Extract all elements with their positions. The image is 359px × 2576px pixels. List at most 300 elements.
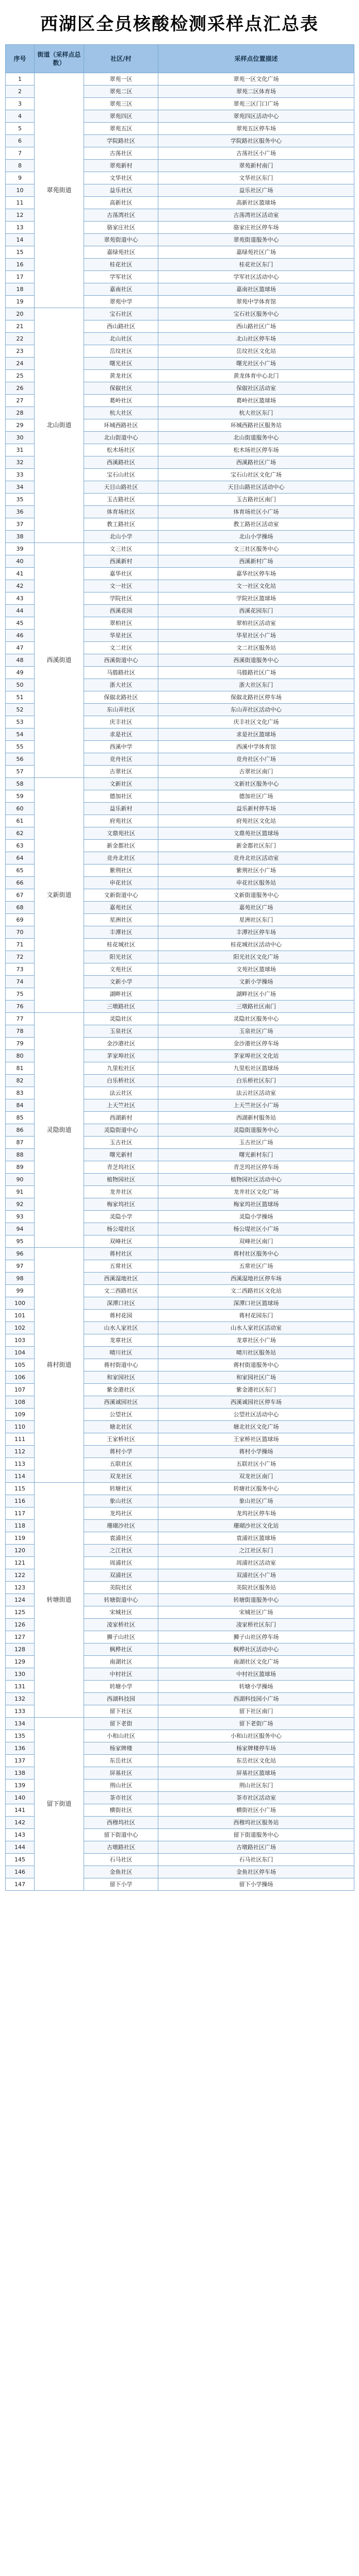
row-number: 72	[6, 951, 35, 963]
community-name: 北山社区	[84, 333, 158, 345]
row-number: 7	[6, 147, 35, 160]
community-name: 留下社区	[84, 1705, 158, 1718]
community-name: 德加社区	[84, 790, 158, 803]
site-description: 袁浦社区篮球场	[158, 1532, 354, 1545]
row-number: 83	[6, 1087, 35, 1099]
community-name: 灵隐社区	[84, 1013, 158, 1025]
community-name: 双峰社区	[84, 1235, 158, 1248]
site-description: 文三社区服务中心	[158, 543, 354, 555]
community-name: 翠苑新村	[84, 160, 158, 172]
table-row	[6, 73, 354, 86]
community-name: 西湖科技园	[84, 1693, 158, 1705]
community-name: 古荡社区	[84, 147, 158, 160]
row-number: 33	[6, 469, 35, 481]
row-number: 79	[6, 1038, 35, 1050]
site-description: 玉古路社区南门	[158, 494, 354, 506]
community-name: 小和山社区	[84, 1730, 158, 1742]
row-number: 1	[6, 73, 35, 86]
site-description: 珊瑚沙社区文化站	[158, 1520, 354, 1532]
community-name: 留下小学	[84, 1878, 158, 1891]
community-name: 文二西路社区	[84, 1285, 158, 1297]
site-description: 双龙社区南门	[158, 1470, 354, 1483]
community-name: 宋城社区	[84, 1606, 158, 1619]
community-name: 华星社区	[84, 630, 158, 642]
site-description: 蒋村社区服务中心	[158, 1248, 354, 1260]
site-description: 文华社区东门	[158, 172, 354, 184]
community-name: 曙光社区	[84, 358, 158, 370]
table-row	[6, 1483, 354, 1495]
street-name: 西溪街道	[35, 543, 84, 778]
row-number: 3	[6, 98, 35, 110]
community-name: 学军社区	[84, 271, 158, 283]
community-name: 东岳社区	[84, 1755, 158, 1767]
header-community: 社区/村	[84, 45, 158, 73]
community-name: 文新街道中心	[84, 889, 158, 902]
site-description: 玉古社区广场	[158, 1137, 354, 1149]
community-name: 留下老街	[84, 1718, 158, 1730]
site-description: 申花社区服务站	[158, 877, 354, 889]
community-name: 湖畔社区	[84, 988, 158, 1001]
row-number: 104	[6, 1347, 35, 1359]
site-description: 青芝坞社区停车场	[158, 1161, 354, 1174]
site-description: 横街社区小广场	[158, 1804, 354, 1817]
community-name: 五常社区	[84, 1260, 158, 1273]
community-name: 古翠社区	[84, 766, 158, 778]
site-description: 府苑社区文化站	[158, 815, 354, 827]
row-number: 120	[6, 1545, 35, 1557]
row-number: 78	[6, 1025, 35, 1038]
site-description: 周浦社区活动室	[158, 1557, 354, 1569]
street-name: 灵隐街道	[35, 1013, 84, 1248]
site-description: 星洲社区东门	[158, 914, 354, 926]
community-name: 玉古社区	[84, 1137, 158, 1149]
site-description: 翠苑中学体育馆	[158, 296, 354, 308]
row-number: 77	[6, 1013, 35, 1025]
community-name: 嘉绿苑社区	[84, 246, 158, 259]
site-description: 塘北社区文化广场	[158, 1421, 354, 1433]
community-name: 求是社区	[84, 728, 158, 741]
row-number: 53	[6, 716, 35, 728]
site-description: 嘉苑社区广场	[158, 902, 354, 914]
row-number: 112	[6, 1446, 35, 1458]
site-description: 茶市社区活动室	[158, 1792, 354, 1804]
site-description: 西溪诚园社区停车场	[158, 1396, 354, 1409]
community-name: 西溪湿地社区	[84, 1273, 158, 1285]
row-number: 26	[6, 382, 35, 395]
row-number: 61	[6, 815, 35, 827]
site-description: 文新小学操场	[158, 976, 354, 988]
site-description: 德加社区广场	[158, 790, 354, 803]
site-description: 双峰社区南门	[158, 1235, 354, 1248]
site-description: 屏基社区篮球场	[158, 1767, 354, 1780]
community-name: 石马社区	[84, 1854, 158, 1866]
table-row	[6, 308, 354, 320]
community-name: 南湖社区	[84, 1656, 158, 1668]
row-number: 146	[6, 1866, 35, 1878]
row-number: 5	[6, 123, 35, 135]
row-number: 108	[6, 1396, 35, 1409]
community-name: 蒋村小学	[84, 1446, 158, 1458]
site-description: 留下街道服务中心	[158, 1829, 354, 1841]
row-number: 80	[6, 1050, 35, 1062]
site-description: 双浦社区小广场	[158, 1569, 354, 1582]
site-description: 法云社区活动室	[158, 1087, 354, 1099]
row-number: 4	[6, 110, 35, 123]
community-name: 星洲社区	[84, 914, 158, 926]
community-name: 晴川社区	[84, 1347, 158, 1359]
community-name: 翠苑二区	[84, 86, 158, 98]
community-name: 屏基社区	[84, 1767, 158, 1780]
community-name: 文一社区	[84, 580, 158, 592]
community-name: 五联社区	[84, 1458, 158, 1470]
row-number: 132	[6, 1693, 35, 1705]
row-number: 14	[6, 234, 35, 246]
community-name: 西溪花园	[84, 605, 158, 617]
site-description: 岳坟社区文化站	[158, 345, 354, 358]
community-name: 双浦社区	[84, 1569, 158, 1582]
site-description: 古墩路社区广场	[158, 1841, 354, 1854]
site-description: 金沙港社区停车场	[158, 1038, 354, 1050]
community-name: 桂花城社区	[84, 939, 158, 951]
community-name: 西穆坞社区	[84, 1817, 158, 1829]
site-description: 五常社区广场	[158, 1260, 354, 1273]
community-name: 马塍路社区	[84, 667, 158, 679]
site-description: 西湖科技园小广场	[158, 1693, 354, 1705]
community-name: 杨公堤社区	[84, 1223, 158, 1235]
row-number: 59	[6, 790, 35, 803]
row-number: 118	[6, 1520, 35, 1532]
site-description: 深潭口社区篮球场	[158, 1297, 354, 1310]
row-number: 117	[6, 1507, 35, 1520]
row-number: 31	[6, 444, 35, 456]
community-name: 公望社区	[84, 1409, 158, 1421]
row-number: 95	[6, 1235, 35, 1248]
site-description: 教工路社区活动室	[158, 518, 354, 531]
row-number: 42	[6, 580, 35, 592]
row-number: 34	[6, 481, 35, 494]
site-description: 西穆坞社区服务站	[158, 1817, 354, 1829]
site-description: 松木场社区停车场	[158, 444, 354, 456]
community-name: 转塘社区	[84, 1483, 158, 1495]
row-number: 16	[6, 259, 35, 271]
site-description: 翠柏社区活动室	[158, 617, 354, 630]
site-description: 留下小学操场	[158, 1878, 354, 1891]
site-description: 宝石社区服务中心	[158, 308, 354, 320]
row-number: 45	[6, 617, 35, 630]
site-description: 学军社区活动中心	[158, 271, 354, 283]
row-number: 35	[6, 494, 35, 506]
site-description: 新金都社区东门	[158, 840, 354, 852]
community-name: 松木场社区	[84, 444, 158, 456]
community-name: 竞舟社区	[84, 753, 158, 766]
row-number: 68	[6, 902, 35, 914]
row-number: 76	[6, 1001, 35, 1013]
site-description: 浙大社区东门	[158, 679, 354, 691]
site-description: 西湖新村服务站	[158, 1112, 354, 1124]
community-name: 东山弄社区	[84, 704, 158, 716]
site-description: 体育场社区小广场	[158, 506, 354, 518]
community-name: 翠苑一区	[84, 73, 158, 86]
row-number: 143	[6, 1829, 35, 1841]
site-description: 玉泉社区广场	[158, 1025, 354, 1038]
site-description: 桂花社区东门	[158, 259, 354, 271]
site-description: 天目山路社区活动中心	[158, 481, 354, 494]
site-description: 嘉华社区停车场	[158, 568, 354, 580]
site-description: 东岳社区文化站	[158, 1755, 354, 1767]
community-name: 保俶社区	[84, 382, 158, 395]
site-description: 留下老街广场	[158, 1718, 354, 1730]
community-name: 益乐新村	[84, 803, 158, 815]
community-name: 浙大社区	[84, 679, 158, 691]
community-name: 龙章社区	[84, 1334, 158, 1347]
site-description: 杨公堤社区小广场	[158, 1223, 354, 1235]
row-number: 19	[6, 296, 35, 308]
table-header-row	[6, 45, 354, 73]
site-description: 转塘社区服务中心	[158, 1483, 354, 1495]
site-description: 竞舟北社区活动室	[158, 852, 354, 865]
site-description: 华星社区小广场	[158, 630, 354, 642]
community-name: 古荡湾社区	[84, 209, 158, 222]
site-description: 保俶北路社区停车场	[158, 691, 354, 704]
row-number: 12	[6, 209, 35, 222]
site-description: 西溪湿地社区停车场	[158, 1273, 354, 1285]
row-number: 50	[6, 679, 35, 691]
community-name: 西溪街道中心	[84, 654, 158, 667]
row-number: 65	[6, 865, 35, 877]
site-description: 翠苑三区门口广场	[158, 98, 354, 110]
row-number: 126	[6, 1619, 35, 1631]
row-number: 58	[6, 778, 35, 790]
community-name: 宝石山社区	[84, 469, 158, 481]
site-description: 狮子山社区停车场	[158, 1631, 354, 1643]
table-row	[6, 1248, 354, 1260]
table-row	[6, 543, 354, 555]
site-description: 学院社区篮球场	[158, 592, 354, 605]
site-description: 文二社区服务站	[158, 642, 354, 654]
site-description: 丰潭社区停车场	[158, 926, 354, 939]
row-number: 13	[6, 222, 35, 234]
community-name: 灵隐街道中心	[84, 1124, 158, 1137]
community-name: 美院社区	[84, 1582, 158, 1594]
community-name: 周浦社区	[84, 1557, 158, 1569]
row-number: 22	[6, 333, 35, 345]
site-description: 庆丰社区文化广场	[158, 716, 354, 728]
row-number: 125	[6, 1606, 35, 1619]
community-name: 象山社区	[84, 1495, 158, 1507]
row-number: 109	[6, 1409, 35, 1421]
community-name: 新金都社区	[84, 840, 158, 852]
community-name: 教工路社区	[84, 518, 158, 531]
community-name: 龙井社区	[84, 1186, 158, 1198]
community-name: 枫桦社区	[84, 1643, 158, 1656]
row-number: 46	[6, 630, 35, 642]
community-name: 翠苑四区	[84, 110, 158, 123]
site-description: 龙井社区文化广场	[158, 1186, 354, 1198]
row-number: 54	[6, 728, 35, 741]
community-name: 益乐社区	[84, 184, 158, 197]
row-number: 110	[6, 1421, 35, 1433]
site-description: 高新社区篮球场	[158, 197, 354, 209]
row-number: 86	[6, 1124, 35, 1137]
row-number: 98	[6, 1273, 35, 1285]
row-number: 10	[6, 184, 35, 197]
row-number: 121	[6, 1557, 35, 1569]
site-description: 和家园社区广场	[158, 1371, 354, 1384]
row-number: 145	[6, 1854, 35, 1866]
site-description: 紫金港社区东门	[158, 1384, 354, 1396]
row-number: 23	[6, 345, 35, 358]
row-number: 17	[6, 271, 35, 283]
community-name: 深潭口社区	[84, 1297, 158, 1310]
site-description: 紫荆社区小广场	[158, 865, 354, 877]
row-number: 81	[6, 1062, 35, 1075]
community-name: 西溪诚园社区	[84, 1396, 158, 1409]
community-name: 茅家埠社区	[84, 1050, 158, 1062]
site-description: 保俶社区活动室	[158, 382, 354, 395]
community-name: 天目山路社区	[84, 481, 158, 494]
row-number: 111	[6, 1433, 35, 1446]
street-name: 蒋村街道	[35, 1248, 84, 1483]
site-description: 三墩路社区南门	[158, 1001, 354, 1013]
row-number: 28	[6, 407, 35, 419]
row-number: 139	[6, 1780, 35, 1792]
row-number: 93	[6, 1211, 35, 1223]
site-description: 阳光社区文化广场	[158, 951, 354, 963]
row-number: 97	[6, 1260, 35, 1273]
community-name: 岳坟社区	[84, 345, 158, 358]
community-name: 黄龙社区	[84, 370, 158, 382]
row-number: 130	[6, 1668, 35, 1681]
site-description: 文二西路社区文化站	[158, 1285, 354, 1297]
site-description: 五联社区小广场	[158, 1458, 354, 1470]
site-description: 茅家埠社区文化站	[158, 1050, 354, 1062]
site-description: 湖畔社区小广场	[158, 988, 354, 1001]
row-number: 62	[6, 827, 35, 840]
row-number: 115	[6, 1483, 35, 1495]
site-description: 白乐桥社区东门	[158, 1075, 354, 1087]
row-number: 128	[6, 1643, 35, 1656]
site-description: 西溪路社区广场	[158, 456, 354, 469]
community-name: 文苑社区	[84, 963, 158, 976]
community-name: 嘉南社区	[84, 283, 158, 296]
site-description: 蒋村花园东门	[158, 1310, 354, 1322]
community-name: 塘北社区	[84, 1421, 158, 1433]
community-name: 西湖新村	[84, 1112, 158, 1124]
community-name: 保俶北路社区	[84, 691, 158, 704]
row-number: 9	[6, 172, 35, 184]
row-number: 90	[6, 1174, 35, 1186]
site-description: 山水人家社区活动室	[158, 1322, 354, 1334]
row-number: 25	[6, 370, 35, 382]
street-name: 转塘街道	[35, 1483, 84, 1718]
site-description: 转塘小学操场	[158, 1681, 354, 1693]
community-name: 庆丰社区	[84, 716, 158, 728]
row-number: 66	[6, 877, 35, 889]
community-name: 上天竺社区	[84, 1099, 158, 1112]
community-name: 荆山社区	[84, 1780, 158, 1792]
site-description: 北山小学操场	[158, 531, 354, 543]
site-description: 美院社区服务站	[158, 1582, 354, 1594]
site-description: 古荡湾社区活动室	[158, 209, 354, 222]
row-number: 91	[6, 1186, 35, 1198]
community-name: 蒋村花园	[84, 1310, 158, 1322]
header-site: 采样点位置描述	[158, 45, 354, 73]
row-number: 56	[6, 753, 35, 766]
row-number: 32	[6, 456, 35, 469]
community-name: 高新社区	[84, 197, 158, 209]
row-number: 21	[6, 320, 35, 333]
row-number: 70	[6, 926, 35, 939]
row-number: 134	[6, 1718, 35, 1730]
community-name: 北山街道中心	[84, 432, 158, 444]
site-description: 灵隐街道服务中心	[158, 1124, 354, 1137]
community-name: 三墩路社区	[84, 1001, 158, 1013]
site-description: 荆山社区东门	[158, 1780, 354, 1792]
site-description: 蒋村小学操场	[158, 1446, 354, 1458]
community-name: 翠苑中学	[84, 296, 158, 308]
community-name: 王家桥社区	[84, 1433, 158, 1446]
row-number: 55	[6, 741, 35, 753]
site-description: 梅家坞社区篮球场	[158, 1198, 354, 1211]
site-description: 蒋村街道服务中心	[158, 1359, 354, 1371]
community-name: 文新社区	[84, 778, 158, 790]
row-number: 102	[6, 1322, 35, 1334]
row-number: 138	[6, 1767, 35, 1780]
row-number: 41	[6, 568, 35, 580]
community-name: 环城西路社区	[84, 419, 158, 432]
site-description: 翠苑五区停车场	[158, 123, 354, 135]
community-name: 嘉苑社区	[84, 902, 158, 914]
row-number: 75	[6, 988, 35, 1001]
community-name: 灵隐小学	[84, 1211, 158, 1223]
row-number: 140	[6, 1792, 35, 1804]
row-number: 103	[6, 1334, 35, 1347]
site-description: 桂花城社区活动中心	[158, 939, 354, 951]
row-number: 49	[6, 667, 35, 679]
row-number: 27	[6, 395, 35, 407]
table-row	[6, 1013, 354, 1025]
row-number: 123	[6, 1582, 35, 1594]
community-name: 横街社区	[84, 1804, 158, 1817]
row-number: 94	[6, 1223, 35, 1235]
site-description: 曙光新村东门	[158, 1149, 354, 1161]
table-row	[6, 778, 354, 790]
row-number: 89	[6, 1161, 35, 1174]
header-street: 街道（采样点总数）	[35, 45, 84, 73]
community-name: 狮子山社区	[84, 1631, 158, 1643]
site-description: 西溪街道服务中心	[158, 654, 354, 667]
community-name: 玉泉社区	[84, 1025, 158, 1038]
row-number: 51	[6, 691, 35, 704]
community-name: 金鱼社区	[84, 1866, 158, 1878]
row-number: 36	[6, 506, 35, 518]
community-name: 龙坞社区	[84, 1507, 158, 1520]
row-number: 116	[6, 1495, 35, 1507]
site-description: 黄龙体育中心北门	[158, 370, 354, 382]
community-name: 宝石社区	[84, 308, 158, 320]
community-name: 茶市社区	[84, 1792, 158, 1804]
row-number: 82	[6, 1075, 35, 1087]
row-number: 74	[6, 976, 35, 988]
site-description: 晴川社区服务站	[158, 1347, 354, 1359]
site-description: 转塘街道服务中心	[158, 1594, 354, 1606]
site-description: 灵隐小学操场	[158, 1211, 354, 1223]
row-number: 122	[6, 1569, 35, 1582]
row-number: 11	[6, 197, 35, 209]
row-number: 47	[6, 642, 35, 654]
header-num: 序号	[6, 45, 35, 73]
row-number: 40	[6, 555, 35, 568]
